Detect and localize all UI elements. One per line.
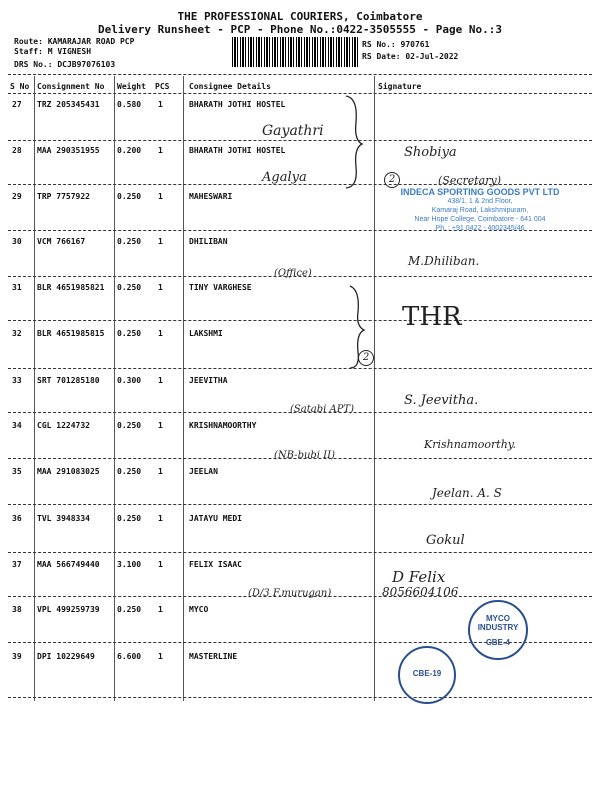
row-weight: 0.250 xyxy=(117,514,142,523)
row-weight: 0.250 xyxy=(117,605,142,614)
row-weight: 0.580 xyxy=(117,100,142,109)
signature-gokul: Gokul xyxy=(426,533,465,548)
row-consignee: FELIX ISAAC xyxy=(189,560,242,569)
row-weight: 0.250 xyxy=(117,329,142,338)
row-consignee: MYCO xyxy=(189,605,209,614)
col-separator xyxy=(374,76,375,701)
row-consignee: KRISHNAMOORTHY xyxy=(189,421,257,430)
row-pcs: 1 xyxy=(158,192,163,201)
row-sno: 27 xyxy=(12,100,22,109)
row-divider xyxy=(8,320,592,321)
signature-agalya: Agalya xyxy=(262,170,307,185)
myco-seal xyxy=(468,600,528,660)
row-pcs: 1 xyxy=(158,376,163,385)
row-weight: 0.250 xyxy=(117,421,142,430)
col-separator xyxy=(114,76,115,701)
company-stamp xyxy=(390,188,570,233)
row-weight: 0.300 xyxy=(117,376,142,385)
row-consignee: JATAYU MEDI xyxy=(189,514,242,523)
row-sno: 30 xyxy=(12,237,22,246)
row-pcs: 1 xyxy=(158,605,163,614)
signature-shobiya: Shobiya xyxy=(404,145,457,160)
row-consignment: SRT 701285180 xyxy=(37,376,100,385)
row-sno: 32 xyxy=(12,329,22,338)
row-consignee: DHILIBAN xyxy=(189,237,228,246)
col-header-weight: Weight xyxy=(117,82,146,91)
row-consignee: BHARATH JOTHI HOSTEL xyxy=(189,146,286,155)
row-pcs: 1 xyxy=(158,237,163,246)
col-header-pcs: PCS xyxy=(155,82,170,91)
header-divider-bottom xyxy=(8,93,592,94)
stamp-address-line: Kamaraj Road, Lakshmipuram, xyxy=(431,207,529,214)
signature-dhiliban: M.Dhiliban. xyxy=(408,254,480,268)
row-pcs: 1 xyxy=(158,283,163,292)
row-sno: 35 xyxy=(12,467,22,476)
signature-gayathri: Gayathri xyxy=(262,123,324,139)
row-sno: 29 xyxy=(12,192,22,201)
row-weight: 0.250 xyxy=(117,283,142,292)
row-consignee: BHARATH JOTHI HOSTEL xyxy=(189,100,286,109)
row-sno: 33 xyxy=(12,376,22,385)
row-weight: 3.100 xyxy=(117,560,142,569)
rs-date: RS Date: 02-Jul-2022 xyxy=(362,52,459,61)
row-consignment: VPL 499259739 xyxy=(37,605,100,614)
circled-number: 2 xyxy=(384,172,400,188)
col-header-consignee: Consignee Details xyxy=(189,82,271,91)
row-consignee: TINY VARGHESE xyxy=(189,283,252,292)
row-sno: 34 xyxy=(12,421,22,430)
col-separator xyxy=(183,76,184,701)
note-murugan: (D/3 F.murugan) xyxy=(248,588,332,599)
note-satabi: (Satabi APT) xyxy=(290,404,354,415)
drs-number: DRS No.: DCJB97076103 xyxy=(14,60,116,69)
row-divider xyxy=(8,552,592,553)
row-sno: 31 xyxy=(12,283,22,292)
row-pcs: 1 xyxy=(158,560,163,569)
col-header-signature: Signature xyxy=(378,82,422,91)
row-weight: 0.250 xyxy=(117,192,142,201)
row-pcs: 1 xyxy=(158,514,163,523)
row-consignment: MAA 290351955 xyxy=(37,146,100,155)
row-divider xyxy=(8,140,592,141)
row-pcs: 1 xyxy=(158,652,163,661)
row-consignment: TVL 3948334 xyxy=(37,514,90,523)
masterline-seal xyxy=(398,646,456,704)
stamp-phone: Ph. : +91 0422 - 4002345/46 xyxy=(435,225,525,232)
row-weight: 0.250 xyxy=(117,467,142,476)
barcode-image xyxy=(232,37,358,67)
col-header-consignment: Consignment No xyxy=(37,82,105,91)
row-sno: 39 xyxy=(12,652,22,661)
row-pcs: 1 xyxy=(158,467,163,476)
seal-text: MYCO INDUSTRY xyxy=(477,614,519,632)
row-divider xyxy=(8,504,592,505)
row-divider xyxy=(8,368,592,369)
stamp-company-name: INDECA SPORTING GOODS PVT LTD xyxy=(400,187,560,197)
note-secretary: (Secretary) xyxy=(438,174,502,187)
row-consignment: MAA 566749440 xyxy=(37,560,100,569)
row-consignment: CGL 1224732 xyxy=(37,421,90,430)
header-divider-top xyxy=(8,74,592,75)
row-pcs: 1 xyxy=(158,329,163,338)
bracket-mark xyxy=(340,92,370,192)
staff-label: Staff: M VIGNESH xyxy=(14,47,92,56)
row-consignment: BLR 4651985821 xyxy=(37,283,105,292)
row-sno: 38 xyxy=(12,605,22,614)
row-sno: 37 xyxy=(12,560,22,569)
phone-number: 8056604106 xyxy=(382,585,459,599)
stamp-address-line: 438/1, 1 & 2nd Floor, xyxy=(447,198,513,205)
row-consignee: MASTERLINE xyxy=(189,652,238,661)
row-weight: 0.200 xyxy=(117,146,142,155)
row-consignment: BLR 4651985815 xyxy=(37,329,105,338)
row-pcs: 1 xyxy=(158,146,163,155)
seal-text: CBE-19 xyxy=(412,669,442,678)
col-separator xyxy=(34,76,35,701)
signature-lakshmi: THR xyxy=(402,302,462,332)
row-sno: 36 xyxy=(12,514,22,523)
row-consignment: TRZ 205345431 xyxy=(37,100,100,109)
row-divider xyxy=(8,697,592,698)
signature-felix: D Felix xyxy=(392,568,446,586)
signature-jeelan: Jeelan. A. S xyxy=(432,486,502,500)
seal-text: CBE-4 xyxy=(485,638,510,647)
route-label: Route: KAMARAJAR ROAD PCP xyxy=(14,37,135,46)
note-nb-bubi: (NB-bubi II) xyxy=(274,450,335,461)
circled-number: 2 xyxy=(358,350,374,366)
row-weight: 6.600 xyxy=(117,652,142,661)
runsheet-title: THE PROFESSIONAL COURIERS, Coimbatore xyxy=(177,10,423,23)
stamp-address-line: Near Hope College, Coimbatore - 641 004 xyxy=(414,216,546,223)
col-header-sno: S No xyxy=(10,82,30,91)
row-consignee: MAHESWARI xyxy=(189,192,233,201)
row-consignee: LAKSHMI xyxy=(189,329,223,338)
signature-krishnamoorthy: Krishnamoorthy. xyxy=(424,438,517,451)
row-consignee: JEELAN xyxy=(189,467,218,476)
row-pcs: 1 xyxy=(158,100,163,109)
runsheet-subtitle: Delivery Runsheet - PCP - Phone No.:0422-3505555 - Page No.:3 xyxy=(98,23,502,36)
row-consignee: JEEVITHA xyxy=(189,376,228,385)
row-weight: 0.250 xyxy=(117,237,142,246)
note-office: (Office) xyxy=(274,268,312,279)
signature-jeevitha: S. Jeevitha. xyxy=(404,393,479,408)
row-consignment: DPI 10229649 xyxy=(37,652,95,661)
row-consignment: VCM 766167 xyxy=(37,237,86,246)
row-pcs: 1 xyxy=(158,421,163,430)
row-sno: 28 xyxy=(12,146,22,155)
row-consignment: MAA 291083025 xyxy=(37,467,100,476)
row-consignment: TRP 7757922 xyxy=(37,192,90,201)
rs-number: RS No.: 970761 xyxy=(362,40,430,49)
